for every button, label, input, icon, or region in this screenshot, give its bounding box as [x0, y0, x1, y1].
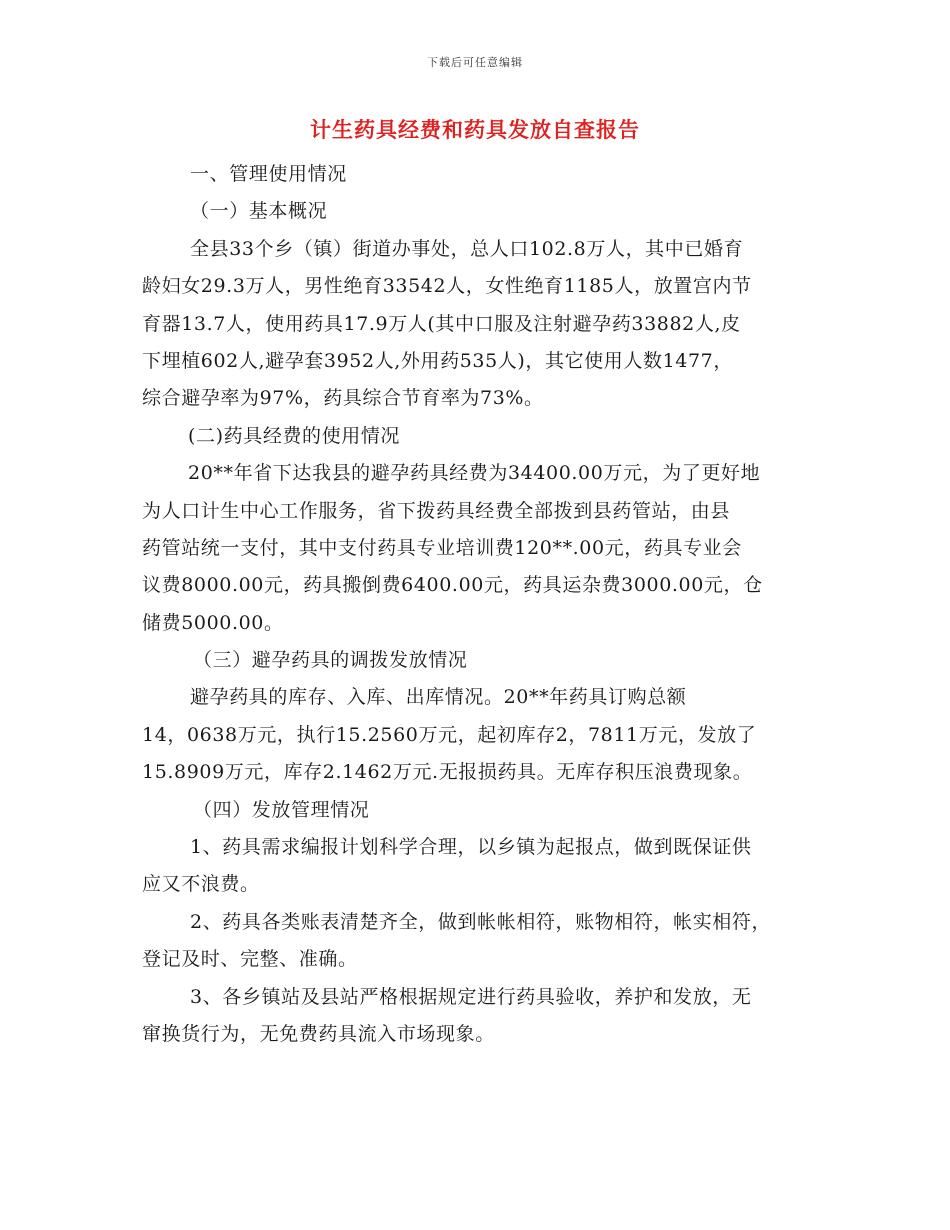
paragraph-line: 1、药具需求编报计划科学合理，以乡镇为起报点，做到既保证供	[190, 836, 752, 859]
paragraph-line: 3、各乡镇站及县站严格根据规定进行药具验收，养护和发放，无	[190, 985, 752, 1008]
paragraph-line: 为人口计生中心工作服务，省下拨药具经费全部拨到县药管站，由县	[142, 499, 731, 522]
section-heading: 一、管理使用情况	[190, 163, 347, 185]
header-note: 下载后可任意编辑	[427, 56, 523, 69]
paragraph-line: 避孕药具的库存、入库、出库情况。20**年药具订购总额	[190, 686, 687, 709]
paragraph-line: 药管站统一支付，其中支付药具专业培训费120**.00元，药具专业会	[142, 536, 742, 559]
paragraph-line: 议费8000.00元，药具搬倒费6400.00元，药具运杂费3000.00元，仓	[142, 574, 763, 597]
paragraph-line: 储费5000.00。	[142, 611, 284, 634]
paragraph-line: 下埋植602人,避孕套3952人,外用药535人)，其它使用人数1477，	[142, 349, 733, 372]
paragraph-line: 综合避孕率为97%，药具综合节育率为73%。	[142, 387, 544, 410]
document-title: 计生药具经费和药具发放自查报告	[310, 118, 640, 142]
subsection-heading: （一）基本概况	[190, 200, 328, 223]
subsection-heading: (二)药具经费的使用情况	[188, 424, 401, 447]
paragraph-line: 全县33个乡（镇）街道办事处，总人口102.8万人，其中已婚育	[190, 237, 744, 260]
paragraph-line: 应又不浪费。	[142, 873, 260, 896]
subsection-heading: （四）发放管理情况	[193, 798, 370, 821]
paragraph-line: 14，0638万元，执行15.2560万元，起初库存2，7811万元，发放了	[142, 723, 757, 746]
paragraph-line: 20**年省下达我县的避孕药具经费为34400.00万元，为了更好地	[188, 462, 761, 485]
paragraph-line: 登记及时、完整、准确。	[142, 948, 358, 971]
paragraph-line: 15.8909万元，库存2.1462万元.无报损药具。无库存积压浪费现象。	[142, 761, 753, 784]
document-body	[142, 156, 810, 1053]
paragraph-line: 2、药具各类账表清楚齐全，做到帐帐相符，账物相符，帐实相符，	[190, 910, 772, 933]
paragraph-line: 窜换货行为，无免费药具流入市场现象。	[142, 1022, 495, 1045]
subsection-heading: （三）避孕药具的调拨发放情况	[193, 649, 468, 672]
paragraph-line: 龄妇女29.3万人，男性绝育33542人，女性绝育1185人，放置宫内节	[142, 275, 752, 298]
paragraph-line: 育器13.7人，使用药具17.9万人(其中口服及注射避孕药33882人,皮	[142, 312, 741, 335]
